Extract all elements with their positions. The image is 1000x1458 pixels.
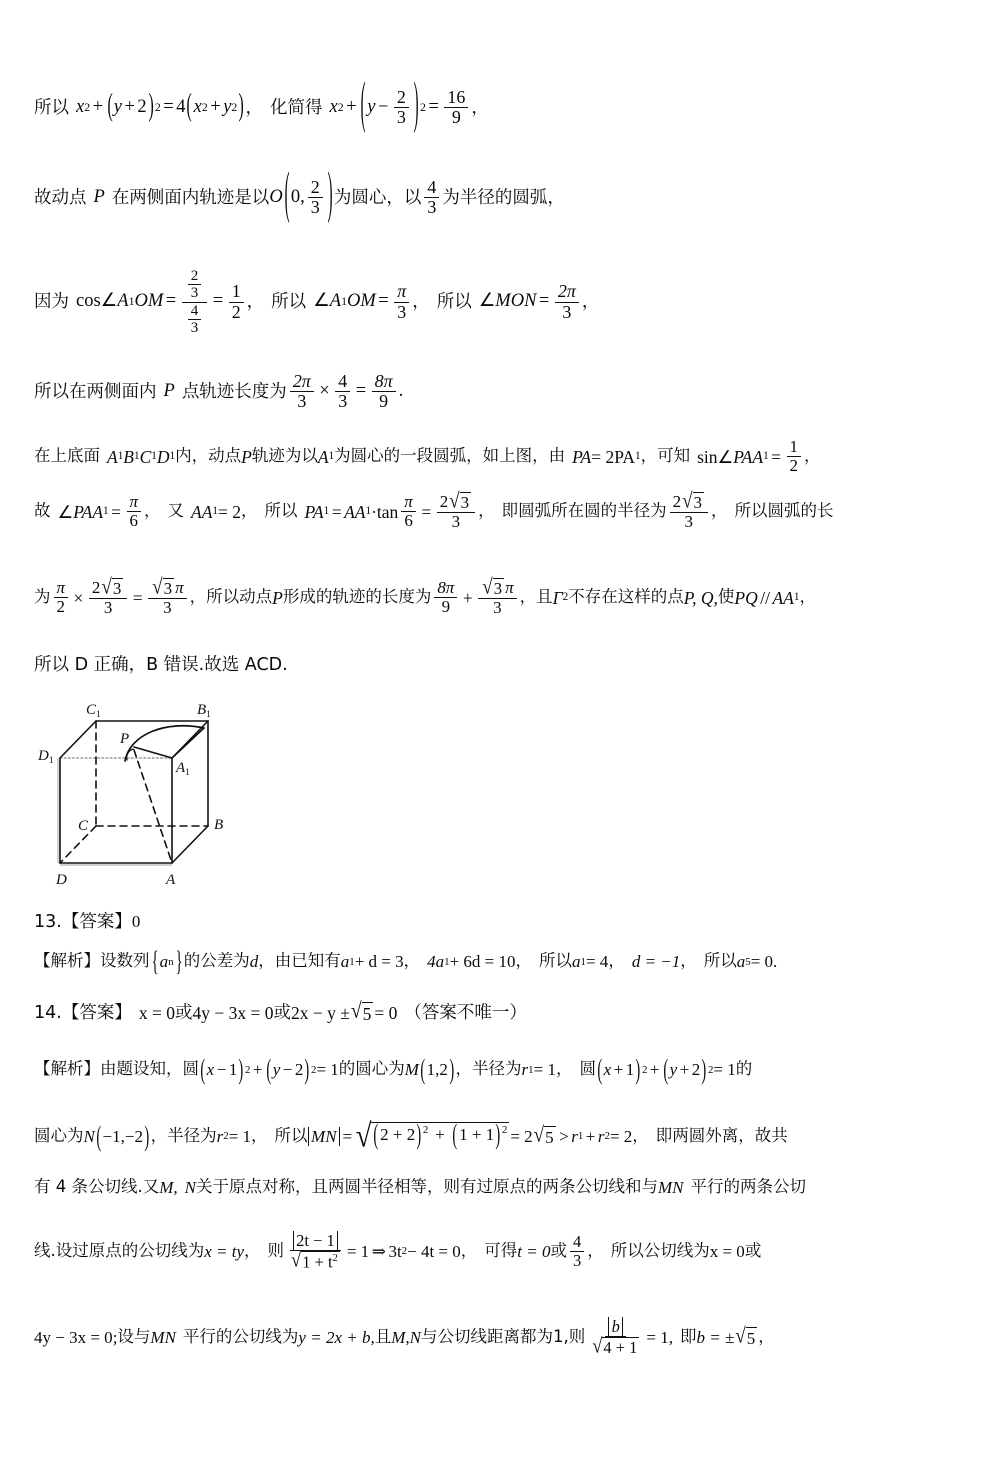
q13-t2: 的公差为 [183, 951, 250, 971]
q14-l4-c1: ， [244, 1241, 261, 1261]
q14-l5-frac: b √ 4 + 1 [592, 1317, 638, 1357]
q14-l4-frac: 2t − 1 √ $1 + t^2$ [287, 1232, 344, 1271]
label-C: C [78, 818, 89, 834]
line1-two: 2 [137, 97, 147, 118]
line7-t3: 形成的轨迹的长度为 [282, 587, 432, 607]
line3-frac-23: $\frac{2}{3}$ [188, 268, 202, 302]
solution-line-4 [34, 372, 403, 412]
line3-t1: 因为 [34, 292, 69, 312]
q14-l2-r2: = 1 [228, 1126, 252, 1146]
q14-l4-t4: 所以公切线为 [610, 1241, 710, 1261]
line6-c1: ， [144, 501, 161, 521]
q13-c3: ， [515, 951, 533, 971]
q14-l4-frac-4-3: $\frac{4}{3}$ [570, 1233, 584, 1270]
segment-A1-P [134, 747, 172, 758]
line7-parallel: // [760, 587, 770, 608]
q14-ans3a: 2x − y ± [290, 1003, 350, 1023]
q14-l4-or2: 或 [744, 1241, 762, 1261]
q14-explain-line-4: 线.设过原点的公切线为 x = ty ， 则 2t − 1 √ $1 + t^2$ = 1 ⇒ 3t 2 − 4t = 0 ， 可得 t = 0 或 $\frac{4}{3}$ ， 所以公切线为 x = 0 或 [34, 1231, 762, 1272]
solution-line-3: 因为 cos ∠ A 1 OM = $\frac{\frac{2}{3}}{\frac{4}{3}}$ = $\frac{1}{2}$ ， 所以 ∠ A 1 OM = $\frac{\pi}{3}$ ， 所以 ∠ MON = $\frac{2\pi}{3}$ ， [34, 268, 600, 336]
q13-eq4: d = −1 [631, 952, 681, 971]
label-A1: $A_1$ [176, 760, 190, 778]
line6-frac-pi-6b: $\frac{\pi}{6}$ [401, 493, 416, 531]
solution-line-6: 故 ∠ PAA 1 = $\frac{\pi}{6}$ ， 又 AA 1 = 2 ， 所以 PA 1 = AA 1 · tan $\frac{\pi}{6}$ = 2 √ 3 3 ， 即圆弧所在圆的半径为 2 √ 3 3 ， 所以圆弧的长 [34, 489, 834, 532]
line7-t6: 使 [717, 587, 735, 607]
line1-group-3: ( y − $\frac{2}{3}$ ) [360, 74, 419, 137]
q14-l4-c2: ， [460, 1241, 478, 1261]
cube-diagram [34, 698, 264, 888]
q14-l4-x-eq-ty: x = ty [204, 1241, 245, 1261]
q14-l2-t3: 所以 [274, 1125, 308, 1145]
q13-seq-group: { a n } [151, 945, 183, 978]
line5-t1: 在上底面 [34, 446, 100, 466]
q14-l4-c3: ， [587, 1241, 604, 1261]
line6-t5: 所以圆弧的长 [734, 501, 834, 521]
label-B: B [214, 817, 224, 833]
line2-O: O [269, 187, 283, 208]
q14-l3-N: N [184, 1178, 196, 1197]
solution-line-5: 在上底面 A 1 B 1 C 1 D 1 内，动点 P 轨迹为以 A 1 为圆心的一段圆弧，如上图，由 PA = 2PA 1 ，可知 sin ∠ PAA 1 = $\frac{1}{2}$ ， [34, 437, 821, 476]
q14-l3-t2: 关于原点对称，且两圆半径相等，则有过原点的两条公切线和与 [196, 1177, 658, 1197]
line4-eq: = [355, 381, 367, 402]
q13-eq1: + d = 3 [354, 952, 404, 971]
q14-l3-t3: 平行的两条公切 [690, 1177, 806, 1197]
line5-PA: PA [572, 446, 592, 467]
line7-c1: ， [189, 587, 207, 607]
line6-dot: · [371, 501, 377, 522]
q13-t3: 由已知有 [274, 951, 341, 971]
conclusion-text: 所以 D 正确，B 错误.故选 ACD. [34, 655, 288, 675]
line5-t5: ，可知 [640, 446, 691, 466]
line6-frac-2sqrt3-3: 2 √ 3 3 [437, 492, 475, 532]
q14-ans2: 4y − 3x = 0 [192, 1003, 274, 1023]
line3-OM: OM [134, 291, 164, 312]
q14-l5-MN: MN [150, 1327, 176, 1347]
q14-l5-t6: 即 [679, 1326, 697, 1346]
q14-l5-line: y = 2x + b [298, 1327, 371, 1347]
q14-l4-t2: 则 [267, 1241, 285, 1261]
solution-line-7: 为 $\frac{\pi}{2}$ × 2 √ 3 3 = √ 3 π 3 ， 所以动点 P 形成的轨迹的长度为 $\frac{8\pi}{9}$ + √ 3 π 3 ， 且 Γ 2 不存在这样的点 P, Q, 使 PQ // AA 1 ， [34, 575, 816, 618]
line5-A1: A [317, 446, 329, 467]
q14-l5-eq: = 1 [646, 1327, 669, 1347]
line1-y2: y [367, 97, 376, 118]
line4-P: P [163, 381, 175, 402]
q14-l5-MN2: M,N [391, 1327, 421, 1347]
q14-l2-eq2: = 2 [510, 1126, 533, 1146]
q14-l2-c2: ， [251, 1125, 268, 1145]
q13-answer-label: 【答案】 [61, 912, 132, 932]
q14-l2-sqrt: √ ( 2 + 2 ) $^2$ + ( 1 + 1 ) $^2$ [355, 1117, 508, 1155]
line7-c2: ， [519, 587, 537, 607]
q14-l4-t3: 可得 [484, 1241, 518, 1261]
line6-AA1b: AA [344, 501, 366, 522]
line7-frac-2sqrt3-3: 2 √ 3 3 [89, 578, 127, 618]
q14-l1-grp4: ( y + 2 ) [663, 1053, 707, 1086]
edge-D1-C1 [60, 721, 96, 758]
q14-l5-t2: 平行的公切线为 [182, 1326, 299, 1346]
line3-frac-2pi-3: $\frac{2\pi}{3}$ [555, 282, 579, 322]
line5-c: ， [804, 446, 821, 466]
q14-l1-grp3: ( x + 1 ) [597, 1053, 641, 1086]
line6-PA1: PA [304, 501, 324, 522]
q13-eq3: = 4 [585, 952, 609, 971]
q14-ans3b: = 0 [374, 1003, 398, 1023]
q14-l2-N: N [83, 1126, 95, 1146]
line1-group-1: ( y + 2 ) [107, 89, 154, 124]
line5-eq-2PA1: = 2PA [591, 446, 635, 467]
q14-l2-t1: 圆心为 [34, 1125, 84, 1145]
q14-l1-circle2: 圆 [579, 1059, 596, 1079]
solution-line-2 [34, 164, 565, 227]
q14-or1: 或 [174, 1003, 193, 1023]
q14-l1-c1: ， [455, 1059, 473, 1079]
q14-l1-grp2: ( y − 2 ) [266, 1053, 310, 1086]
q14-l4-t1: 线.设过原点的公切线为 [34, 1241, 205, 1261]
q14-answer-label: 【答案】 [61, 1003, 132, 1023]
line3-frac-half: $\frac{1}{2}$ [229, 282, 244, 322]
line1-frac-16-9: $\frac{16}{9}$ [444, 88, 468, 128]
line7-frac-pi-2: $\frac{\pi}{2}$ [54, 579, 69, 617]
line1-group-2: ( x 2 + y 2 ) [186, 89, 245, 124]
line5-P: P [241, 446, 252, 467]
solution-line-1: 所以 x 2 + ( y + 2 ) 2 = 4 ( x 2 + y 2 ) ， 化简得 x 2 + ( y − $\frac{2}{3}$ ) 2 = $\frac{16}{9}$ ， [34, 74, 489, 137]
q14-l1-t1: 由题设知， [100, 1059, 183, 1079]
label-D1: $D_1$ [38, 748, 54, 766]
q14-l4-quadratic: − 4t = 0 [407, 1241, 461, 1261]
q13-c2: ， [403, 951, 421, 971]
line2-t2: 在两侧面内轨迹是以 [111, 187, 270, 208]
q14-l1-t3: 半径为 [472, 1059, 522, 1079]
q14-l2-c1: ， [150, 1125, 168, 1145]
q13-c1: ， [258, 951, 275, 971]
q14-l2-t4: 即两圆外离，故共 [655, 1125, 788, 1145]
q14-number: 14. [34, 1003, 62, 1023]
q13-answer-value: 0 [131, 912, 141, 932]
line2-frac-43: $\frac{4}{3}$ [424, 178, 439, 218]
q14-l1-eq1: = 1 [316, 1060, 339, 1079]
q14-or2: 或 [273, 1003, 291, 1023]
q14-explain-line-2: 圆心为 N ( −1,−2 ) ， 半径为 r 2 = 1 ， 所以 MN = √ ( 2 + 2 ) $^2$ + ( 1 + 1 ) $^2$ = 2 √ 5 > r 1 + r 2 = 2 ， 即两圆外离，故共 [34, 1117, 788, 1155]
line7-t2: 所以动点 [206, 587, 273, 607]
q14-l5-t1: 设与 [117, 1326, 151, 1346]
line3-frac-pi-3: $\frac{\pi}{3}$ [394, 282, 409, 322]
q14-ans1: x = 0 [138, 1003, 175, 1023]
q14-l1-eq2: = 1 [713, 1060, 736, 1079]
q14-explain-line-5: 4y − 3x = 0 ; 设与 MN 平行的公切线为 y = 2x + b , 且 M,N 与公切线距离都为1, 则 b √ 4 + 1 = 1 , 即 b = ± √ 5 ， [34, 1317, 775, 1357]
q14-l5-t5: 则 [568, 1326, 586, 1346]
label-C1: $C_1$ [86, 702, 101, 720]
q13-t4: 所以 [539, 951, 573, 971]
line3-nested-frac [182, 268, 208, 336]
line7-Gamma: Γ [552, 587, 563, 608]
line5-t2: 内，动点 [175, 446, 242, 466]
q13-explain-label: 【解析】 [34, 951, 100, 971]
line2-x0: 0, [290, 187, 305, 208]
line3-t2: 所以 [271, 292, 307, 312]
line3-c2: ， [412, 292, 430, 312]
line6-frac-2sqrt3-3b: 2 √ 3 3 [670, 492, 708, 532]
line2-P: P [93, 187, 105, 208]
solution-line-8 [34, 655, 288, 675]
line7-frac-sqrt3pi-3b: √ 3 π 3 [478, 578, 516, 618]
line6-c3: ， [478, 501, 495, 521]
line7-t4: 且 [536, 587, 553, 607]
q14-l5-t4: 与公切线距离都为1, [420, 1326, 569, 1346]
q14-l2-c3: ， [632, 1125, 649, 1145]
line7-P: P [272, 587, 283, 608]
line6-c4: ， [711, 501, 728, 521]
line1-comma-2: ， [471, 97, 489, 118]
q13-answer-line [34, 912, 140, 932]
line4-t1: 所以在两侧面内 [34, 381, 157, 402]
q14-l4-eq1: = 1 [346, 1241, 370, 1261]
line4-frac-8pi-9: $\frac{8\pi}{9}$ [372, 372, 396, 412]
line2-t1: 故动点 [34, 187, 87, 208]
line1-comma-1: ， [245, 97, 263, 118]
q14-l1-c2: ， [555, 1059, 573, 1079]
angle-icon: ∠ [100, 291, 118, 312]
q14-l5-t3: 且 [374, 1326, 392, 1346]
q14-l2-t2: 半径为 [167, 1125, 217, 1145]
q14-l5-c3: ， [758, 1326, 775, 1346]
q14-l1-t2: 的圆心为 [338, 1059, 405, 1079]
line3-cos: cos [76, 291, 101, 312]
line6-c2: ， [241, 501, 258, 521]
q14-explain-label: 【解析】 [34, 1059, 100, 1079]
line2-t3: 为圆心，以 [333, 187, 422, 208]
q13-t5: 所以 [703, 951, 737, 971]
line4-period: . [398, 381, 404, 402]
q13-eq2: + 6d = 10 [449, 952, 516, 971]
q14-l5-b: b = ± [696, 1327, 735, 1347]
line1-y: y [113, 97, 122, 118]
line2-point-group: ( 0, $\frac{2}{3}$ ) [284, 164, 333, 227]
line7-frac-sqrt3pi-3: √ 3 π 3 [148, 578, 186, 618]
label-B1: $B_1$ [197, 702, 211, 720]
line5-sin: sin [697, 446, 718, 467]
q14-l4-or: 或 [550, 1241, 567, 1261]
line7-t5: 不存在这样的点 [568, 587, 684, 607]
line1-x2: x [329, 97, 338, 118]
line5-t4: 为圆心的一段圆弧，如上图，由 [334, 446, 566, 466]
line7-t1: 为 [34, 587, 51, 607]
line6-frac-pi-6: $\frac{\pi}{6}$ [127, 493, 142, 531]
line3-t3: 所以 [436, 292, 472, 312]
segment-P-A [134, 750, 172, 863]
line4-times: × [319, 381, 330, 402]
line6-t4: 即圆弧所在圆的半径为 [501, 501, 667, 521]
line3-c3: ， [581, 292, 600, 312]
line1-lead: 所以 [34, 97, 69, 118]
line1-simplify-label: 化简得 [270, 97, 323, 118]
line4-t2: 点轨迹长度为 [181, 381, 287, 402]
edge-B-A [172, 826, 208, 863]
line7-PQ-points: P, Q, [683, 587, 718, 608]
q13-d: d [249, 952, 259, 971]
label-A: A [166, 872, 176, 888]
line6-PAA1: PAA [73, 501, 104, 522]
q14-l3-t1: 有 4 条公切线.又 [34, 1177, 160, 1197]
line5-t3: 轨迹为以 [251, 446, 318, 466]
q14-note: （答案不唯一） [404, 1003, 527, 1023]
line3-A: A [117, 291, 129, 312]
line4-frac-2pi-3: $\frac{2\pi}{3}$ [290, 372, 314, 412]
label-D: D [56, 872, 67, 888]
line7-c3: ， [799, 587, 816, 607]
q14-l3-M: M [159, 1178, 174, 1197]
q14-l5-line-a: 4y − 3x = 0 [34, 1327, 113, 1347]
q13-t1: 设数列 [100, 951, 150, 971]
q14-l1-Mpt: ( 1,2 ) [420, 1053, 455, 1086]
line1-frac-23: $\frac{2}{3}$ [394, 88, 409, 128]
q14-l1-de: 的 [735, 1059, 753, 1079]
line7-AA1: AA [772, 587, 794, 608]
q14-l4-t0: t = 0 [517, 1241, 551, 1261]
q14-l2-eq3: = 2 [609, 1126, 633, 1146]
line3-c1: ， [246, 292, 265, 312]
q14-explain-line-3: 有 4 条公切线.又 M , N 关于原点对称，且两圆半径相等，则有过原点的两条公切线和与 MN 平行的两条公切 [34, 1177, 806, 1197]
line6-eq2: = 2 [218, 501, 241, 522]
q13-c4: ， [608, 951, 625, 971]
q14-l1-r1: = 1 [533, 1060, 556, 1079]
line1-coef: 4 [176, 97, 186, 118]
q13-eq5: = 0 [750, 952, 774, 971]
line3-MON: MON [495, 291, 537, 312]
line6-t1: 故 [34, 501, 51, 521]
line5-PAA1: PAA [733, 446, 764, 467]
line1-x: x [76, 97, 85, 118]
line6-AA1: AA [191, 501, 213, 522]
q14-l2-MN-abs: MN [308, 1127, 341, 1147]
q13-c5: ， [680, 951, 697, 971]
q14-l1-grp1: ( x − 1 ) [200, 1053, 244, 1086]
label-P: P [120, 731, 130, 747]
line2-t4: 为半径的圆弧， [442, 187, 565, 208]
line6-t2: 又 [167, 501, 185, 521]
line3-frac-43: $\frac{4}{3}$ [188, 303, 202, 337]
q14-answer-line: 14. 【答案】 x = 0 或 4y − 3x = 0 或 2x − y ± √ 5 = 0 （答案不唯一） [34, 999, 527, 1024]
q14-explain-line-1: 【解析】 由题设知， 圆 ( x − 1 ) 2 + ( y − 2 ) 2 = 1 的圆心为 M ( 1,2 ) ， 半径为 r 1 = 1 ， 圆 ( x + 1 ) 2 + ( y + 2 ) 2 = 1 的 [34, 1053, 753, 1086]
line6-t3: 所以 [264, 501, 298, 521]
q14-l4-x0: x = 0 [709, 1241, 745, 1261]
q14-l1-M: M [404, 1060, 419, 1079]
line5-frac-half: $\frac{1}{2}$ [787, 438, 801, 476]
q14-l3-MN: MN [658, 1178, 684, 1197]
line7-PQ: PQ [734, 587, 758, 608]
line6-tan: tan [376, 501, 399, 522]
cube-svg [34, 698, 264, 888]
q14-l2-Npt: ( −1,−2 ) [96, 1119, 150, 1153]
q13-number: 13. [34, 912, 62, 932]
segment-A1-arc-end [172, 728, 204, 758]
q13-explain-line: 【解析】 设数列 { a n } 的公差为 d ， 由已知有 a 1 + d = 3 ， 4a 1 + 6d = 10 ， 所以 a 1 = 4 ， d = −1 ， 所以 a 5 = 0 . [34, 945, 778, 978]
line7-frac-8pi-9: $\frac{8\pi}{9}$ [434, 579, 457, 617]
line2-frac-23: $\frac{2}{3}$ [308, 178, 323, 218]
line4-frac-4-3: $\frac{4}{3}$ [335, 372, 350, 412]
q14-l1-circle: 圆 [182, 1059, 199, 1079]
